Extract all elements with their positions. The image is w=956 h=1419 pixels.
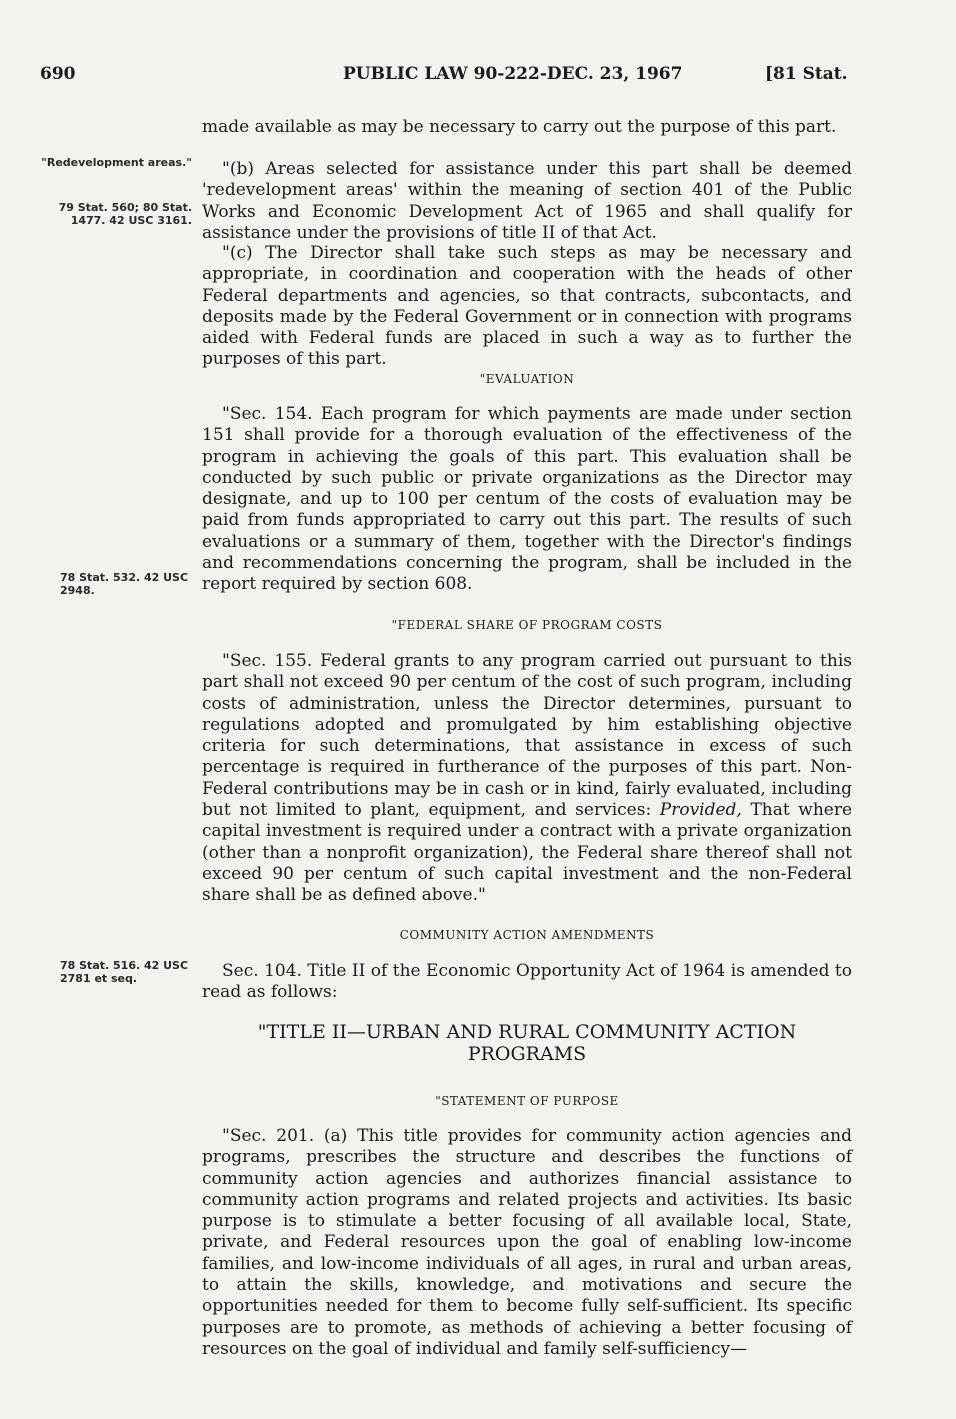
heading-federal-share: "FEDERAL SHARE OF PROGRAM COSTS	[391, 618, 663, 632]
paragraph-sec-201: "Sec. 201. (a) This title provides for community action agencies and programs, prescribes the structure and describes the functions of community action agencies and authorizes financial assistance to community action programs and related projects and activities. Its basic purpose is to stimulate a better focusing of all available local, State, private, and Federal resources upon the goal of enabling low-income families, and low-income individuals of all ages, in rural and urban areas, to attain the skills, knowledge, and motivations and secure the opportunities needed for them to become fully self-sufficient. Its specific purposes are to promote, as methods of achieving a better focusing of resources on the goal of individual and family self-sufficiency—	[202, 1126, 852, 1359]
heading-statement-of-purpose: "STATEMENT OF PURPOSE	[435, 1094, 619, 1108]
margin-note-redevelopment: "Redevelopment areas."	[41, 156, 192, 169]
margin-note-citation-1: 79 Stat. 560; 80 Stat. 1477. 42 USC 3161.	[58, 201, 192, 227]
running-title: PUBLIC LAW 90-222-DEC. 23, 1967	[343, 64, 683, 84]
paragraph-sec-154: "Sec. 154. Each program for which payments are made under section 151 shall provide for a thorough evaluation of the effectiveness of the program in achieving the goals of this part. This evaluation shall be conducted by such public or private organizations as the Director may designate, and up to 100 per centum of the costs of evaluation may be paid from funds appropriated to carry out this part. The results of such evaluations or a summary of them, together with the Director's findings and recommendations concerning the program, shall be included in the report required by section 608.	[202, 404, 852, 595]
heading-evaluation: "EVALUATION	[479, 372, 575, 386]
paragraph-b: "(b) Areas selected for assistance under this part shall be deemed 'redevelopment areas' within the meaning of section 401 of the Public Works and Economic Development Act of 1965 and shall qualify for assistance under the provisions of title II of that Act.	[202, 159, 852, 243]
heading-community-action: COMMUNITY ACTION AMENDMENTS	[399, 928, 655, 942]
paragraph-sec-155	[202, 651, 852, 907]
title-ii-heading: "TITLE II—URBAN AND RURAL COMMUNITY ACTION PROGRAMS	[257, 1021, 797, 1065]
sec-155-text-a: "Sec. 155. Federal grants to any program carried out pursuant to this part shall not exceed 90 per centum of the cost of such program, including costs of administration, unless the Director determines, pursuant to regulations adopted and promulgated by him establishing objective criteria for such determinations, that assistance in excess of such percentage is required in furtherance of the purposes of this part. Non-Federal contributions may be in cash or in kind, fairly evaluated, including but not limited to plant, equipment, and services:	[202, 651, 852, 821]
sec-155-text-b: That where capital investment is required under a contract with a private organization (other than a nonprofit organization), the Federal share thereof shall not exceed 90 per centum of such capital investment and the non-Federal share shall be as defined above."	[202, 800, 853, 906]
margin-note-citation-3: 78 Stat. 516. 42 USC 2781 et seq.	[60, 959, 189, 985]
paragraph-sec-104: Sec. 104. Title II of the Economic Opportunity Act of 1964 is amended to read as follows:	[202, 961, 852, 1003]
paragraph-c: "(c) The Director shall take such steps as may be necessary and appropriate, in coordination and cooperation with the heads of other Federal departments and agencies, so that contracts, subcontacts, and deposits made by the Federal Government or in connection with programs aided with Federal funds are placed in such a way as to further the purposes of this part.	[202, 243, 852, 370]
volume-reference: [81 Stat.	[765, 64, 848, 84]
provided-term: Provided,	[659, 800, 742, 821]
paragraph-intro: made available as may be necessary to carry out the purpose of this part.	[202, 117, 837, 137]
margin-note-citation-2: 78 Stat. 532. 42 USC 2948.	[60, 571, 189, 597]
page-number: 690	[40, 64, 76, 84]
